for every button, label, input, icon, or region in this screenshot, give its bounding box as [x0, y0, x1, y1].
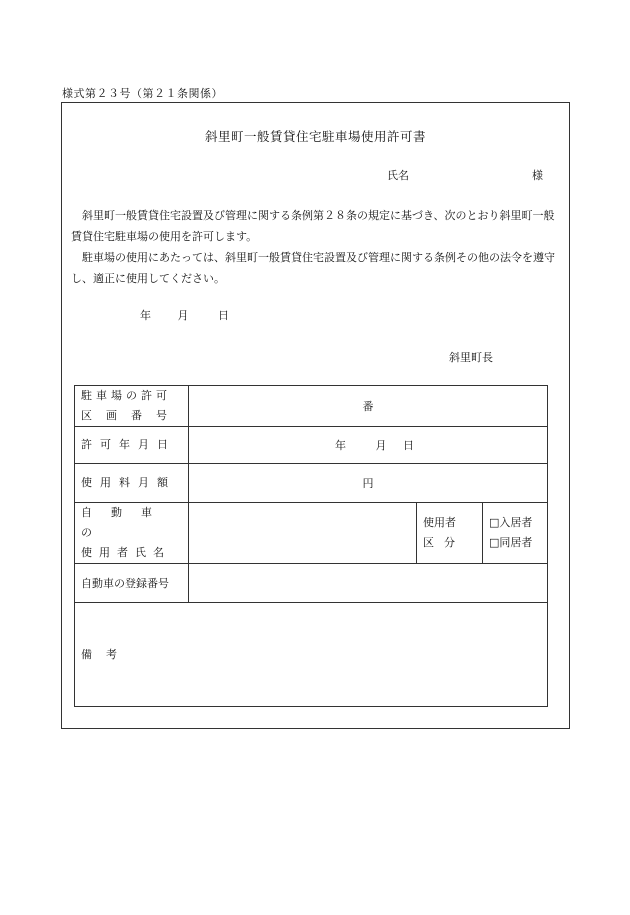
table-row: [75, 427, 548, 464]
permit-date-value: [189, 427, 548, 464]
paragraph-regulation: 斜里町一般賃貸住宅設置及び管理に関する条例第２８条の規定に基づき、次のとおり斜里町一般賃貸住宅駐車場の使用を許可します。: [71, 209, 555, 243]
issue-date-day: 日: [218, 309, 229, 322]
option-cohabitant: □同居者: [489, 536, 533, 549]
table-row: [75, 464, 548, 503]
issue-date: [140, 307, 229, 323]
paragraph-compliance: 駐車場の使用にあたっては、斜里町一般賃貸住宅設置及び管理に関する条例その他の法令を遵守し、適正に使用してください。: [71, 251, 555, 285]
monthly-fee-unit: 円: [362, 477, 374, 490]
permit-form-frame: [61, 102, 570, 729]
issue-date-month: 月: [177, 309, 189, 322]
lot-number-value: [189, 386, 548, 427]
monthly-fee-label: 使用料月額: [75, 464, 189, 503]
notes-label: 備考: [81, 647, 131, 661]
table-row: [75, 564, 548, 603]
user-category-options: [483, 503, 548, 564]
vehicle-user-label-line-1: 自動車の: [81, 506, 171, 539]
name-label: 氏名: [387, 169, 409, 182]
vehicle-user-name-value: [189, 503, 417, 564]
user-category-line-2: 区分: [423, 536, 465, 549]
honorific: 様: [532, 169, 543, 182]
notes-cell: [75, 603, 548, 707]
form-number: 様式第２３号（第２１条関係）: [62, 87, 223, 100]
permit-statement: [71, 205, 561, 289]
registration-number-label: 自動車の登録番号: [75, 564, 189, 603]
vehicle-user-label-line-2: 使用者氏名: [81, 546, 171, 559]
lot-number-unit: 番: [362, 400, 374, 413]
issuer: 斜里町長: [449, 351, 493, 364]
permit-date-day: 日: [403, 439, 414, 452]
option-resident: □入居者: [489, 516, 533, 529]
permit-date-month: 月: [375, 439, 387, 452]
user-category-line-1: 使用者: [423, 516, 456, 529]
table-row: [75, 386, 548, 427]
vehicle-user-label: [75, 503, 189, 564]
lot-label-line-1: 駐車場の許可: [81, 389, 171, 402]
document-title: 斜里町一般賃貸住宅駐車場使用許可書: [204, 129, 426, 144]
permit-date-year: 年: [335, 439, 346, 452]
permit-details-table: [74, 385, 548, 707]
registration-number-value: [189, 564, 548, 603]
lot-number-label: [75, 386, 189, 427]
lot-label-line-2: 区画番号: [81, 409, 181, 422]
monthly-fee-value: [189, 464, 548, 503]
permit-date-label: 許可年月日: [75, 427, 189, 464]
issue-date-year: 年: [140, 309, 151, 322]
table-row: [75, 503, 548, 564]
user-category-label: [417, 503, 483, 564]
table-row: [75, 603, 548, 707]
